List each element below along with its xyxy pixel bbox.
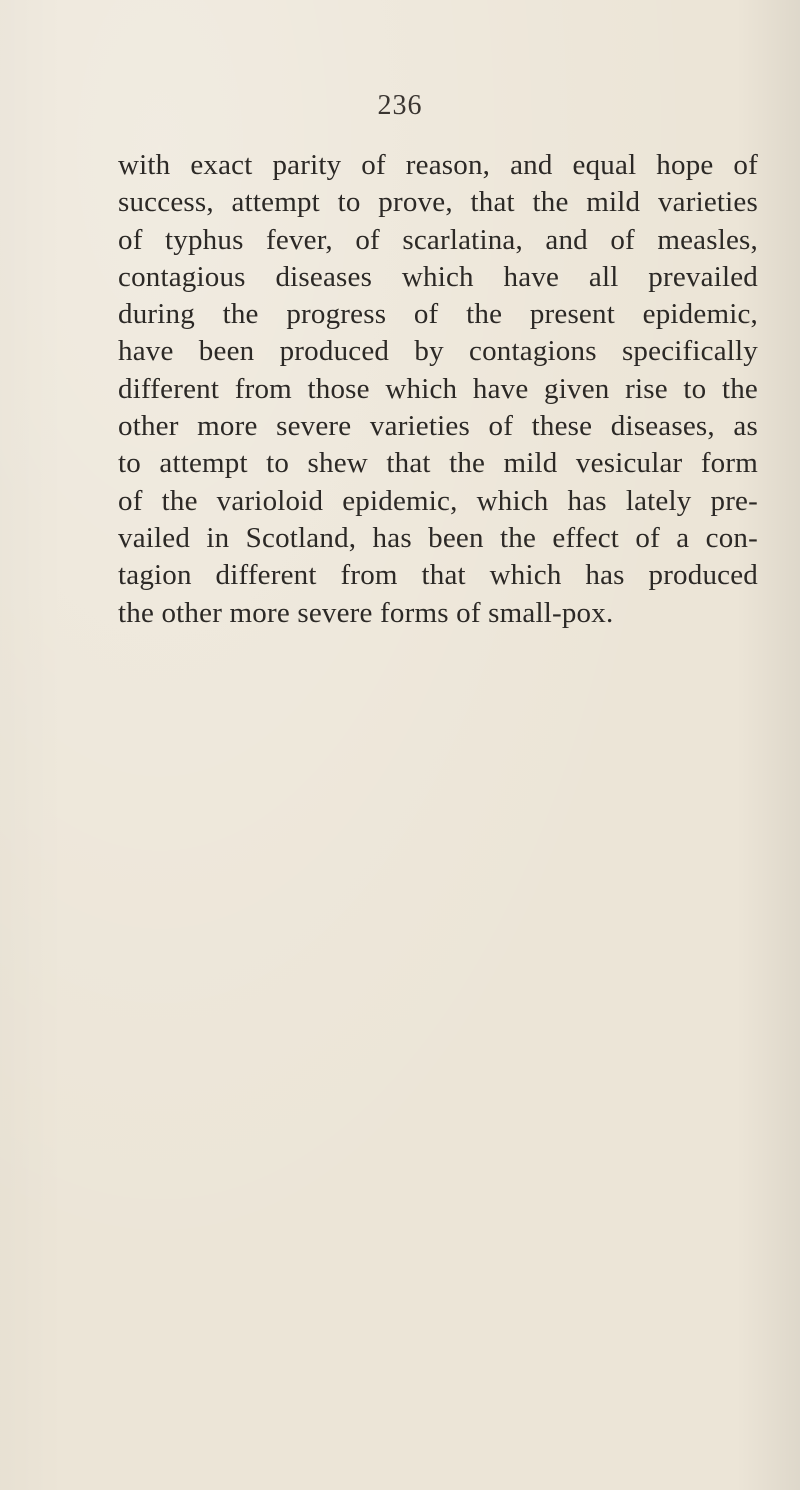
text-line: contagious diseases which have all prevailed <box>118 260 758 293</box>
body-paragraph <box>118 147 758 632</box>
text-line: tagion different from that which has produced <box>118 559 758 592</box>
text-line: different from those which have given rise to the <box>118 372 758 405</box>
text-line: other more severe varieties of these diseases, as <box>118 410 758 443</box>
text-line: have been produced by contagions specifically <box>118 335 758 368</box>
text-line: the other more severe forms of small-pox. <box>118 596 614 629</box>
text-line: vailed in Scotland, has been the effect of a con- <box>118 521 758 554</box>
text-line: success, attempt to prove, that the mild varieties <box>118 186 758 219</box>
text-line: of typhus fever, of scarlatina, and of measles, <box>118 223 758 256</box>
text-line: to attempt to shew that the mild vesicular form <box>118 447 758 480</box>
text-line: during the progress of the present epidemic, <box>118 298 758 331</box>
text-line: with exact parity of reason, and equal hope of <box>118 149 758 181</box>
page-number: 236 <box>377 90 423 121</box>
text-line: of the varioloid epidemic, which has lately pre- <box>118 484 758 517</box>
